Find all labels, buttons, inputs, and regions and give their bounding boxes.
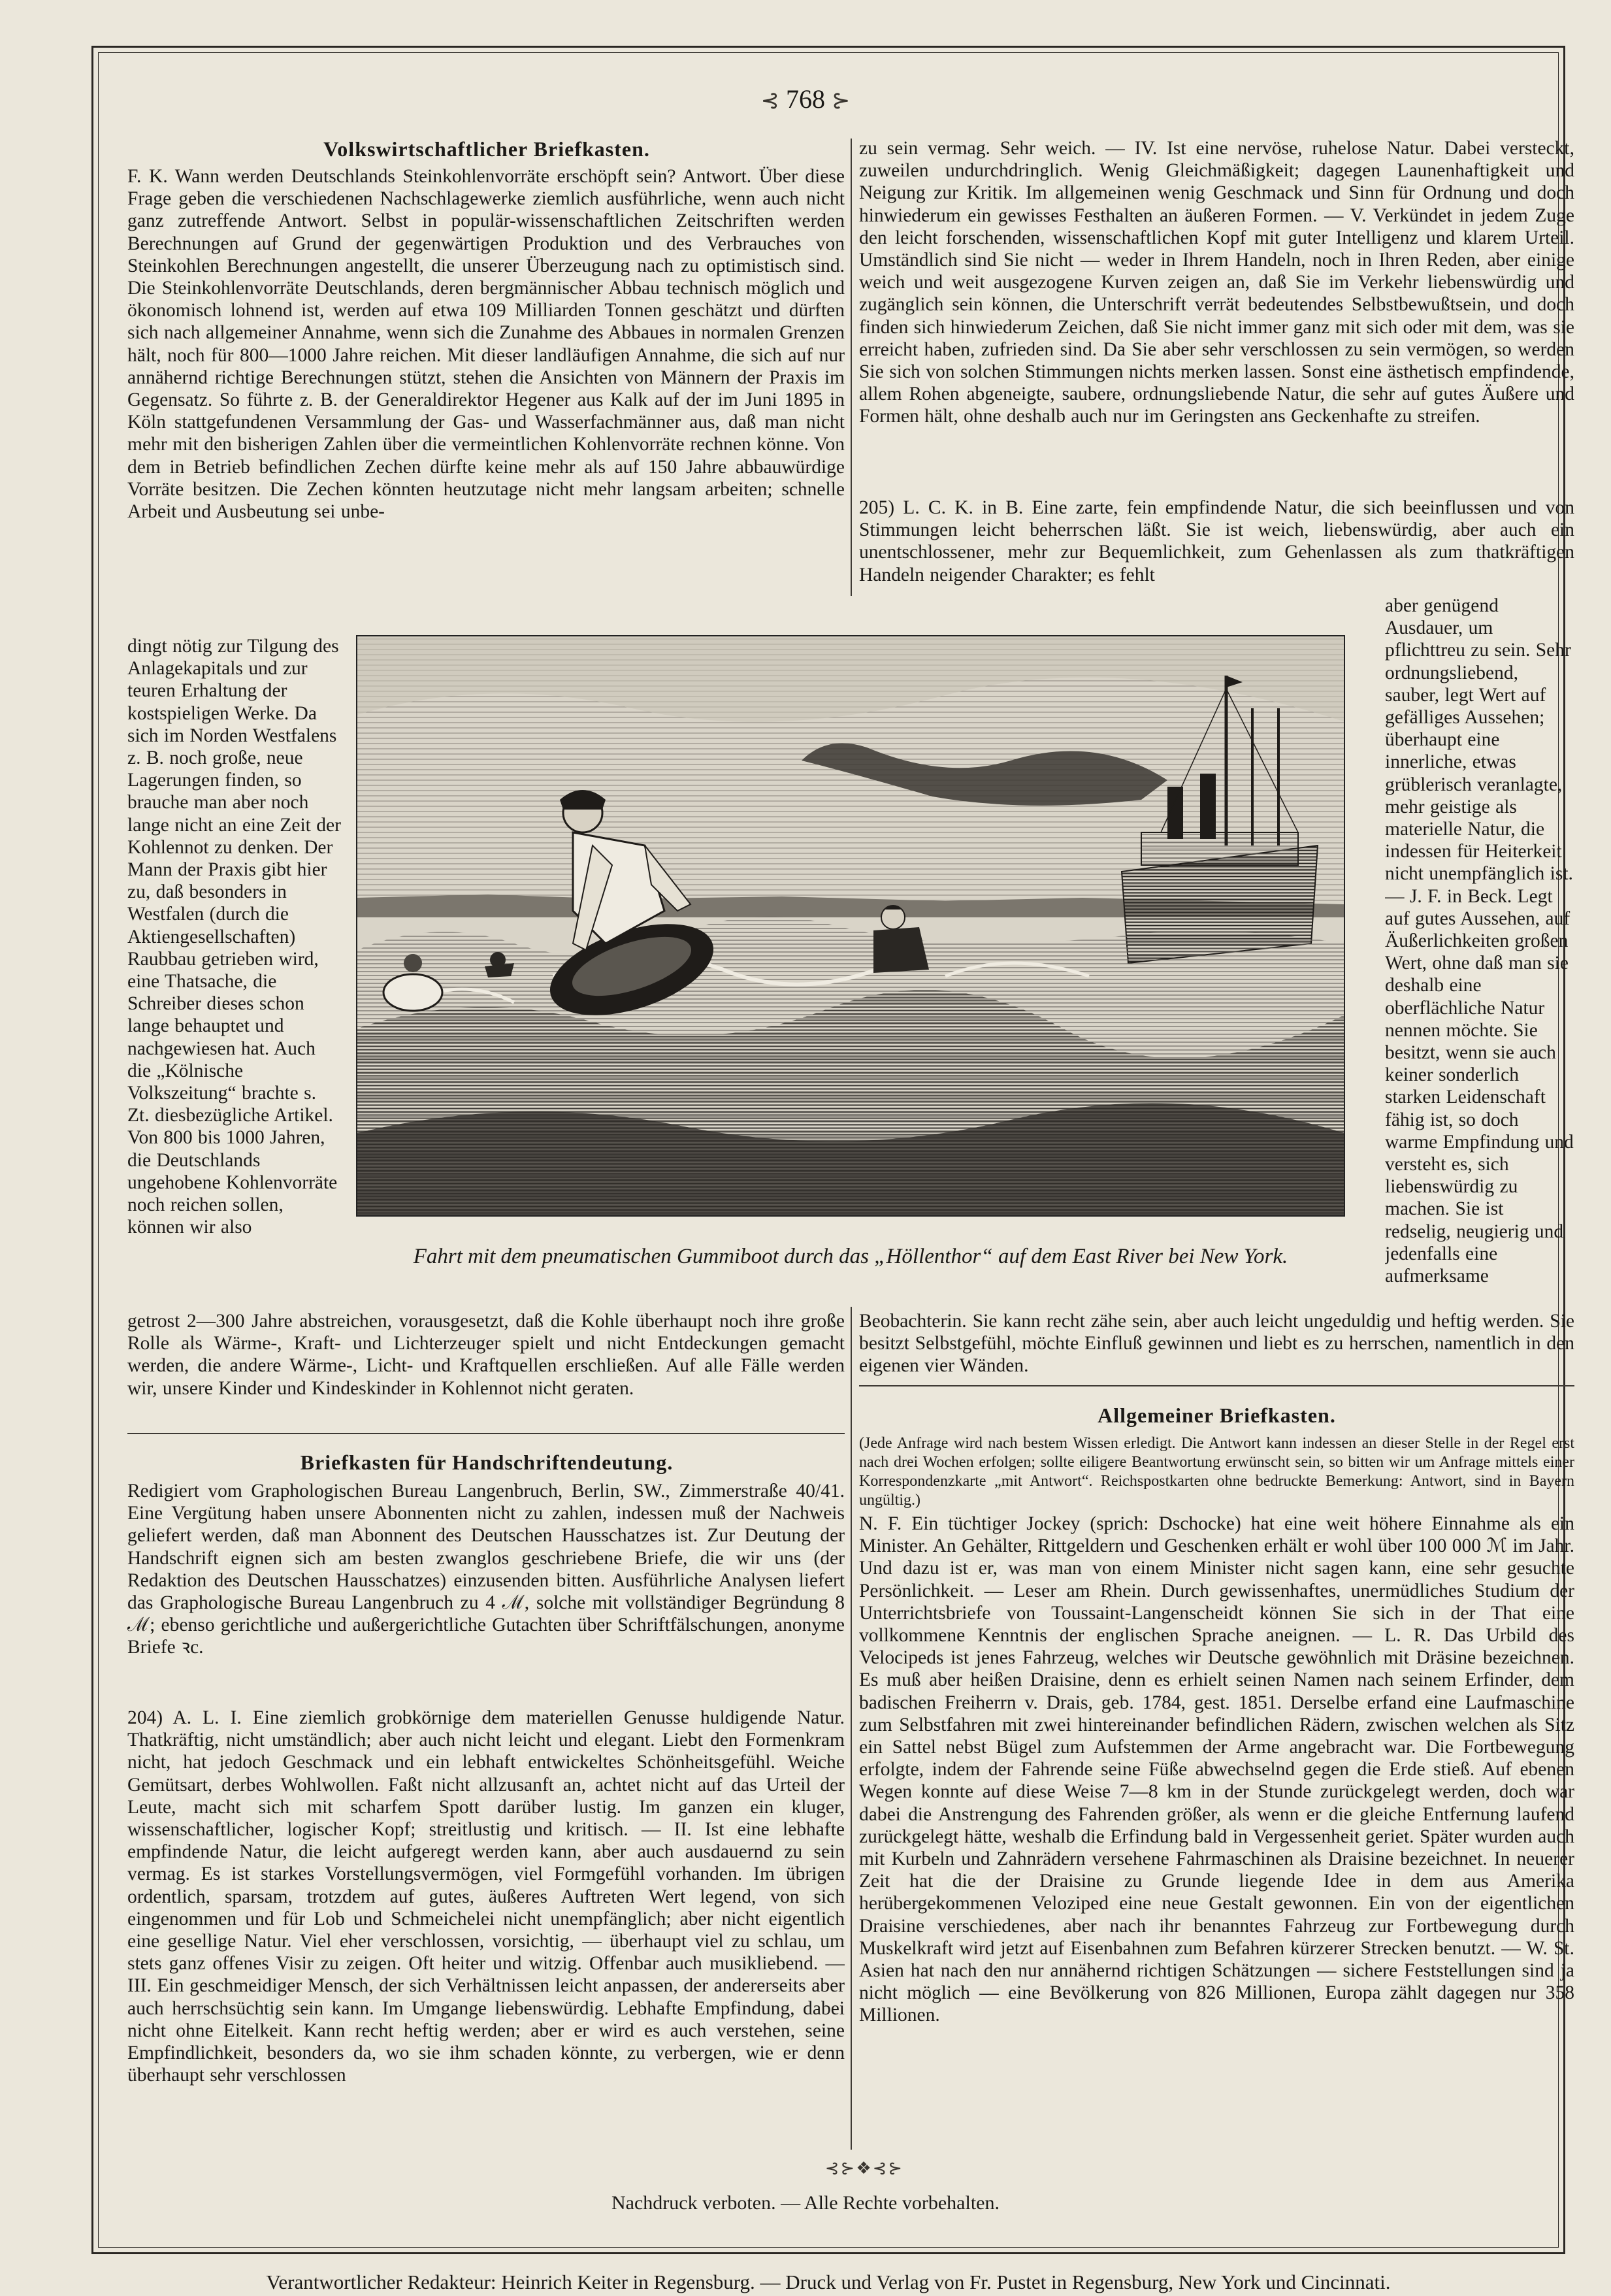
article-coal-reserves	[127, 165, 845, 634]
illustration-caption: Fahrt mit dem pneumatischen Gummiboot durch das „Höllenthor“ auf dem East River bei New York.	[413, 1245, 1288, 1268]
handwriting-continuation-text: zu sein vermag. Sehr weich. — IV. Ist eine nervöse, ruhelose Natur. Dabei versteckt, zuweilen undurchdringlich. Wenig Gleichmäßigkeit; dagegen Launenhaftigkeit und Neigung zur Kritik. Im allgemeinen wenig Geschmack und Sinn für Ordnung und doch hinwiederum ein gewisses Festhalten an äußeren Formen. — V. Verkündet in jedem Zuge den leicht forschenden, wissenschaftlichen Kopf mit guter Intelligenz und klarem Urteil. Umständlich sind Sie nicht — weder in Ihrem Handeln, noch in Ihren Reden, aber einige weich und weit ausgezogene Kurven zeigen an, daß Sie im Verkehr liebenswürdig und zugänglich sein können, die Unterschrift verrät bedeutendes Selbstbewußtsein, und doch finden sich hinwiederum Zeichen, daß Sie nicht immer ganz mit sich oder mit dem, was sie erreicht haben, zufrieden sind. Da Sie aber sehr verschlossen zu sein vermögen, so werden Sie sich von solchen Stimmungen nichts merken lassen. Sonst eine ästhetisch empfindende, allem Rohen abgeneigte, saubere, ordnungsliebende Natur, die sehr auf gutes Äußere und Formen hält, ohne deshalb auch nur im Geringsten ans Geckenhafte zu streifen.	[859, 138, 1574, 427]
section-rule-right	[859, 1385, 1574, 1386]
article-coal-reserves-text: F. K. Wann werden Deutschlands Steinkohlenvorräte erschöpft sein? Antwort. Über diese Frage geben die verschiedenen Nachschlagewerke ziemlich ausführliche, wenn auch nicht ganz zutreffende Antwort. Selbst in populär-wissenschaftlichen Zeitschriften werden Berechnungen auf Grund der gegenwärtigen Produktion und des Verbrauches von Steinkohlen Berechnungen angestellt, die unserer Überzeugung nach zu optimistisch sind. Die Steinkohlenvorräte Deutschlands, deren bergmännischer Abbau technisch möglich und ökonomisch lohnend ist, werden auf etwa 109 Milliarden Tonnen geschätzt und dürften sich nach allgemeiner Annahme, wenn sich die Zunahme des Abbaues in normalen Grenzen hält, noch für 800—1000 Jahre reichen. Mit dieser landläufigen Annahme, die sich auf nur annähernd richtige Berechnungen stützt, stehen die Ansichten von Männern der Praxis im Gegensatz. So führte z. B. der Generaldirektor Hegener aus Kalk auf der im Juni 1895 in Köln stattgefundenen Versammlung der Gas- und Wasserfachmänner aus, daß man nicht mehr mit den bisherigen Zahlen über die vermeintlichen Kohlenvorräte rechnen könne. Von dem in Betrieb befindlichen Zechen dürfte keine mehr als auf 150 Jahre abbauwürdige Vorräte besitzen. Die Zechen könnten heutzutage nicht mehr langsam arbeiten; schnelle Arbeit und Ausbeutung sei unbe-	[127, 166, 845, 523]
reprint-notice: Nachdruck verboten. — Alle Rechte vorbehalten.	[611, 2192, 1000, 2214]
general-mailbox-answers	[859, 1513, 1574, 2132]
section-rule-left	[127, 1433, 845, 1434]
footer-ornament-icon: ⊰⊱❖⊰⊱	[824, 2159, 904, 2178]
ornament-right-icon: ⊱	[832, 89, 851, 113]
handwriting-continuation	[859, 137, 1574, 495]
section-title-allgemein: Allgemeiner Briefkasten.	[1098, 1403, 1336, 1427]
column-divider-bottom	[851, 1307, 852, 2150]
section-title-volkswirtschaft: Volkswirtschaftlicher Briefkasten.	[323, 137, 650, 161]
handwriting-entry-205-text: 205) L. C. K. in B. Eine zarte, fein empfindende Natur, die sich beeinflussen und von Stimmungen leicht beherrschen läßt. Sie ist weich, liebenswürdig, aber auch ein unentschlossener, mehr zur Bequemlichkeit, zum Gehenlassen als zum thatkräftigen Handeln neigender Charakter; es fehlt	[859, 497, 1574, 585]
article-coal-reserves-wrap	[127, 635, 343, 1309]
ornament-left-icon: ⊰	[760, 89, 779, 113]
general-mailbox-note-text: (Jede Anfrage wird nach bestem Wissen erledigt. Die Antwort kann indessen an dieser Stelle in der Regel erst nach drei Wochen erfolgen; sollte eiligere Beantwortung erwünscht sein, so bitten wir um Anfrage mittels einer Korrespondenzkarte „mit Antwort“. Reichspostkarten ohne bedruckte Bemerkung: Antwort, sind in Bayern ungültig.)	[859, 1435, 1574, 1509]
column-divider-top	[851, 139, 852, 596]
imprint-line: Verantwortlicher Redakteur: Heinrich Keiter in Regensburg. — Druck und Verlag von Fr. Pustet in Regensburg, New York und Cincinnati.	[266, 2271, 1391, 2293]
handwriting-intro	[127, 1480, 845, 1705]
article-coal-reserves-continuation	[127, 1310, 845, 1422]
handwriting-entry-205-wrap-text: aber genügend Ausdauer, um pflichttreu zu sein. Sehr ordnungsliebend, sauber, legt Wert auf gefälliges Aussehen; überhaupt eine innerliche, etwas grüblerisch veranlagte, mehr geistige als materielle Natur, die indessen für Heiterkeit nicht unempfänglich ist. — J. F. in Beck. Legt auf gutes Aussehen, auf Äußerlichkeiten großen Wert, ohne daß man sie deshalb eine oberflächliche Natur nennen möchte. Sie besitzt, wenn sie auch keiner sonderlich starken Leidenschaft fähig ist, so doch warme Empfindung und versteht es, sich liebenswürdig zu machen. Sie ist redselig, neugierig und jedenfalls eine aufmerksame	[1385, 595, 1574, 1287]
page-number-value: 768	[786, 84, 825, 114]
general-mailbox-note	[859, 1434, 1574, 1511]
handwriting-entry-205-continuation-text: Beobachterin. Sie kann recht zähe sein, aber auch leicht ungeduldig und heftig werden. Sie besitzt Selbstgefühl, möchte Einfluß gewinnen und liebt es zu herrschen, namentlich in den eigenen vier Wänden.	[859, 1311, 1574, 1377]
illustration-east-river	[356, 635, 1345, 1217]
page-number	[740, 84, 871, 114]
handwriting-entry-204-text: 204) A. L. I. Eine ziemlich grobkörnige dem materiellen Genusse huldigende Natur. Thatkräftig, nicht umständlich; aber auch nicht leicht und elegant. Liebt den Formenkram nicht, hat jedoch Geschmack und ein lebhaft entwickeltes Schönheitsgefühl. Weiche Gemütsart, derbes Wohlwollen. Faßt nicht allzusanft an, achtet nicht auf das Urteil der Leute, macht sich mit scharfem Spott darüber lustig. Im ganzen ein kluger, wissenschaftlicher, logischer Kopf; streitlustig und kritisch. — II. Ist eine lebhafte empfindende Natur, die leicht aufgeregt werden kann, aber auch ausdauernd zu sein vermag. Es ist starkes Vorstellungsvermögen, viel Formgefühl vorhanden. Im übrigen ordentlich, sparsam, trotzdem auf gutes, äußeres Auftreten Wert legend, von sich eingenommen und für Lob und Schmeichelei nicht unempfänglich; aber nicht eigentlich eine gesellige Natur. Viel eher verschlossen, vorsichtig, — überhaupt viel zu schlau, um stets ganz offenes Visir zu zeigen. Oft heiter und witzig. Offenbar auch musikliebend. — III. Ein geschmeidiger Mensch, der sich Verhältnissen leicht anpassen, der andererseits aber auch herrschsüchtig sein kann. Im Umgange liebenswürdig. Lebhafte Empfindung, dabei nicht ohne Eitelkeit. Kann recht heftig werden; aber er wird es auch verstehen, seine Empfindlichkeit, besonders da, wo sie ihm schaden könnte, zu verbergen, wie er denn überhaupt sehr verschlossen	[127, 1707, 845, 2086]
article-coal-reserves-continuation-text: getrost 2—300 Jahre abstreichen, vorausgesetzt, daß die Kohle überhaupt noch ihre große Rolle als Wärme-, Kraft- und Lichterzeuger spielt und nicht Entdeckungen gemacht werden, die andere Wärme-, Licht- und Kraftquellen erschließen. Auf alle Fälle werden wir, unsere Kinder und Kindeskinder in Kohlennot nicht geraten.	[127, 1311, 845, 1399]
general-mailbox-answers-text: N. F. Ein tüchtiger Jockey (sprich: Dschocke) hat eine weit höhere Einnahme als ein Minister. An Gehälter, Rittgeldern und Geschenken erhält er wohl über 100 000 ℳ im Jahr. Und dazu ist er, was man von einem Minister nicht sagen kann, eine sehr gesuchte Persönlichkeit. — Leser am Rhein. Durch gewissenhaftes, unermüdliches Studium der Unterrichtsbriefe von Toussaint-Langenscheidt können Sie sich in der That eine vollkommene Kenntnis der englischen Sprache aneignen. — L. R. Das Urbild des Velocipeds ist jenes Fahrzeug, welches wir Deutsche gewöhnlich mit Dräsine bezeichnen. Es muß aber heißen Draisine, denn es erhielt seinen Namen nach seinem Erfinder, dem badischen Freiherrn v. Drais, geb. 1784, gest. 1851. Derselbe erfand eine Laufmaschine zum Selbstfahren mit zwei hintereinander befindlichen Rädern, zwischen welchen als Sitz ein Sattel nebst Bügel zum Aufstemmen der Arme angebracht war. Die Fortbewegung erfolgte, indem der Fahrende seine Füße abwechselnd gegen die Erde stieß. Auf ebenen Wegen konnte auf diese Weise 7—8 km in der Stunde zurückgelegt werden, doch war dabei die Anstrengung des Fahrenden größer, als wenn er die gleiche Entfernung laufend zurückgelegt hätte, weshalb die Erfindung bald in Vergessenheit geriet. Später wurden auch mit Kurbeln und Zahnrädern versehene Fahrmaschinen als Draisine bezeichnet. In neuerer Zeit hat die der Draisine zu Grunde liegende Idee in dem aus Amerika herübergekommenen Veloziped eine neue Gestalt gewonnen. Ein von der eigentlichen Draisine verschiedenes, aber nach ihr benanntes Fahrzeug zur Fortbewegung durch Muskelkraft wird jetzt auf Eisenbahnen zum Befahren kürzerer Strecken benutzt. — W. St. Asien hat nach den nur annähernd richtigen Schätzungen — sichere Feststellungen sind ja nicht möglich — eine Bevölkerung von 826 Millionen, Europa zählt dagegen nur 358 Millionen.	[859, 1513, 1574, 2026]
handwriting-entry-204	[127, 1707, 845, 2151]
handwriting-entry-205-wrap	[1385, 595, 1574, 1312]
section-title-handschriften: Briefkasten für Handschriftendeutung.	[300, 1451, 674, 1474]
handwriting-entry-205-continuation	[859, 1310, 1574, 1379]
handwriting-intro-text: Redigiert vom Graphologischen Bureau Langenbruch, Berlin, SW., Zimmerstraße 40/41. Eine Vergütung haben unsere Abonnenten nicht zu zahlen, indessen muß der Nachweis geliefert werden, daß man Abonnent des Deutschen Hausschatzes ist. Zur Deutung der Handschrift eignen sich am besten zwanglos geschriebene Briefe, die wir uns (der Redaktion des Deutschen Hausschatzes) einzusenden bitten. Ausführliche Analysen liefert das Graphologische Bureau Langenbruch zu 4 ℳ, solche mit vollständiger Begründung 8 ℳ; ebenso gerichtliche und außergerichtliche Gutachten über Schriftfälschungen, anonyme Briefe ꝛc.	[127, 1481, 845, 1658]
article-coal-reserves-wrap-text: dingt nötig zur Tilgung des Anlagekapitals und zur teuren Erhaltung der kostspieligen Werke. Da sich im Norden Westfalens z. B. noch große, neue Lagerungen finden, so brauche man aber noch lange nicht an eine Zeit der Kohlennot zu denken. Der Mann der Praxis gibt hier zu, daß besonders in Westfalen (durch die Aktiengesellschaften) Raubbau getrieben wird, eine Thatsache, die Schreiber dieses schon lange behauptet und nachgewiesen hat. Auch die „Kölnische Volkszeitung“ brachte s. Zt. diesbezügliche Artikel. Von 800 bis 1000 Jahren, die Deutschlands ungehobene Kohlenvorräte noch reichen sollen, können wir also	[127, 636, 341, 1238]
illustration-east-river-drawing	[357, 636, 1344, 1215]
